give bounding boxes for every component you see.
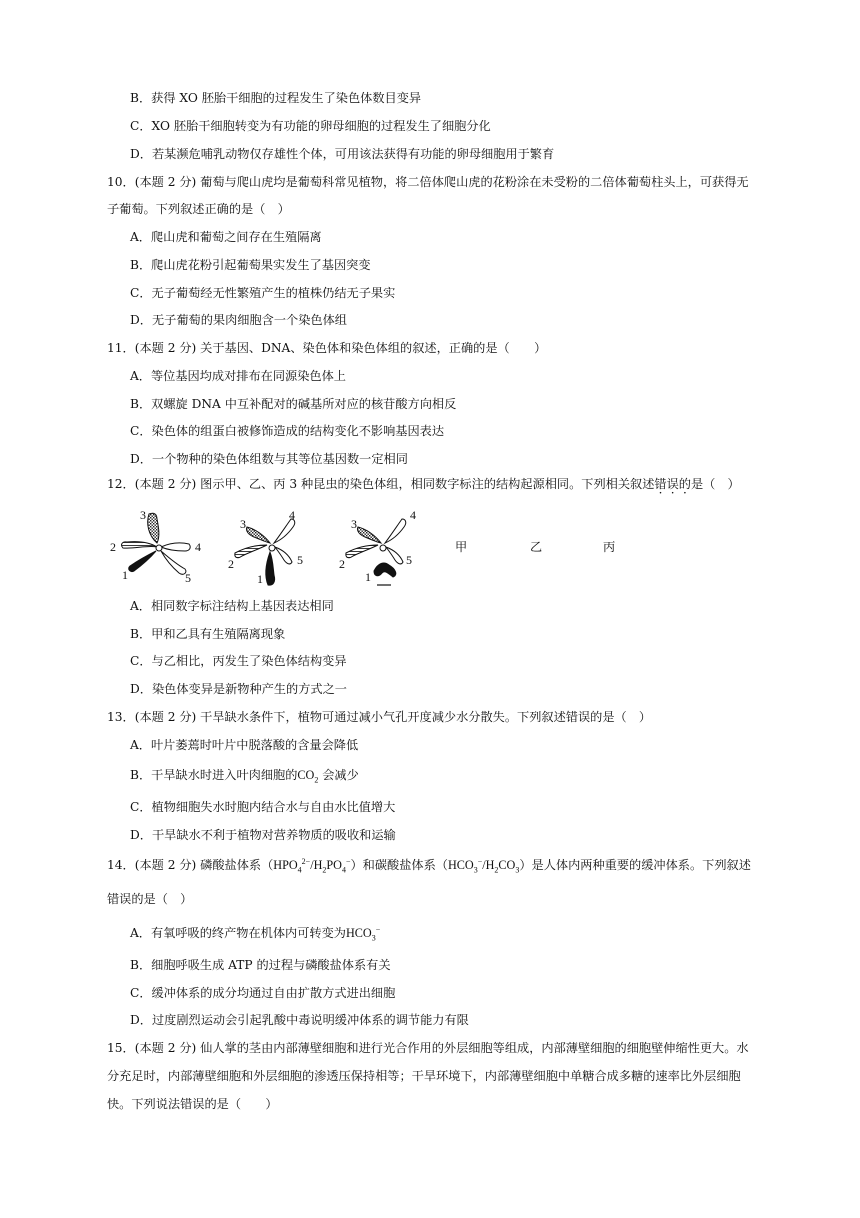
bing-num-4: 4 <box>410 508 416 522</box>
q14-option-a <box>130 925 380 941</box>
q13-stem: 13．(本题 2 分) 干旱缺水条件下，植物可通过减小气孔开度减少水分散失。下列叙述错误的是（ ） <box>107 710 652 724</box>
q9-option-b: B．获得 XO 胚胎干细胞的过程发生了染色体数目变异 <box>130 91 422 105</box>
figure-label-bing: 丙 <box>603 540 616 554</box>
q14-stem-line2: 错误的是（ ） <box>107 892 193 906</box>
q11-option-d: D．一个物种的染色体组数与其等位基因数一定相同 <box>130 452 408 466</box>
q11-option-a: A．等位基因均成对排布在同源染色体上 <box>130 369 346 383</box>
q15-stem-line1: 15．(本题 2 分) 仙人掌的茎由内部薄壁细胞和进行光合作用的外层细胞等组成，内部薄壁细胞的细胞壁伸缩性更大。水 <box>107 1041 749 1055</box>
q11-option-b: B．双螺旋 DNA 中互补配对的碱基所对应的核苷酸方向相反 <box>130 397 457 411</box>
q13-option-c: C．植物细胞失水时胞内结合水与自由水比值增大 <box>130 800 396 814</box>
jia-num-2: 2 <box>110 540 116 554</box>
q12-stem-emph-1: 错 <box>654 477 667 491</box>
q14-stem-line1 <box>107 857 751 873</box>
figure-label-yi: 乙 <box>530 540 543 554</box>
q12-option-a: A．相同数字标注结构上基因表达相同 <box>130 599 334 613</box>
yi-num-5: 5 <box>297 553 303 567</box>
q14-option-b: B．细胞呼吸生成 ATP 的过程与磷酸盐体系有关 <box>130 958 391 972</box>
bing-num-2: 2 <box>339 557 345 571</box>
q12-stem-emph-3: 的 <box>678 477 691 491</box>
q10-option-a: A．爬山虎和葡萄之间存在生殖隔离 <box>130 230 322 244</box>
jia-num-4: 4 <box>195 540 201 554</box>
q15-stem-line3: 快。下列说法错误的是（ ） <box>107 1097 278 1111</box>
bing-num-5: 5 <box>406 553 412 567</box>
q12-stem-emph-2: 误 <box>666 477 679 491</box>
q14-option-a-pre: A．有氧呼吸的终产物在机体内可转变为 <box>130 926 346 940</box>
bing-num-3: 3 <box>351 517 357 531</box>
bing-num-1: 1 <box>365 570 371 584</box>
q13-option-d: D．干旱缺水不利于植物对营养物质的吸收和运输 <box>130 828 396 842</box>
q12-stem-pre: 12．(本题 2 分) 图示甲、乙、丙 3 种昆虫的染色体组，相同数字标注的结构起源相同。下列相关叙述 <box>107 477 655 491</box>
yi-num-4: 4 <box>289 508 295 522</box>
q14-stem-pre: 14．(本题 2 分) 磷酸盐体系（ <box>107 858 274 872</box>
q12-option-c: C．与乙相比，丙发生了染色体结构变异 <box>130 654 347 668</box>
genome-jia <box>122 513 191 574</box>
yi-num-2: 2 <box>228 557 234 571</box>
bicarbonate-formula: $HCO_3^-$ <box>346 924 381 943</box>
q12-option-b: B．甲和乙具有生殖隔离现象 <box>130 627 286 641</box>
chromosome-figure <box>108 505 438 590</box>
q11-option-c: C．染色体的组蛋白被修饰造成的结构变化不影响基因表达 <box>130 424 445 438</box>
jia-num-5: 5 <box>185 571 191 585</box>
phosphate-formula: $HPO_4^{2-}/H_2PO_4^-$ <box>273 856 351 875</box>
q15-stem-line2: 分充足时，内部薄壁细胞和外层细胞的渗透压保持相等；干旱环境下，内部薄壁细胞中单糖合成多糖的速率比外层细胞 <box>107 1069 741 1083</box>
q14-stem-post: ）是人体内两种重要的缓冲体系。下列叙述 <box>519 858 751 872</box>
q10-stem-line1: 10．(本题 2 分) 葡萄与爬山虎均是葡萄科常见植物，将二倍体爬山虎的花粉涂在未受粉的二倍体葡萄柱头上，可获得无 <box>107 175 749 189</box>
q12-option-d: D．染色体变异是新物种产生的方式之一 <box>130 682 347 696</box>
q14-stem-mid: ）和碳酸盐体系（ <box>350 858 448 872</box>
jia-num-1: 1 <box>122 568 128 582</box>
q12-stem <box>107 476 740 492</box>
q13-option-a: A．叶片萎蔫时叶片中脱落酸的含量会降低 <box>130 738 359 752</box>
q9-option-c: C．XO 胚胎干细胞转变为有功能的卵母细胞的过程发生了细胞分化 <box>130 119 491 133</box>
q14-option-c: C．缓冲体系的成分均通过自由扩散方式进出细胞 <box>130 986 396 1000</box>
q13-option-b <box>130 767 359 783</box>
carbonate-formula: $HCO_3^-/H_2CO_3$ <box>447 856 520 875</box>
q11-stem: 11．(本题 2 分) 关于基因、DNA、染色体和染色体组的叙述，正确的是（ ） <box>107 341 547 355</box>
q14-option-d: D．过度剧烈运动会引起乳酸中毒说明缓冲体系的调节能力有限 <box>130 1013 469 1027</box>
yi-num-3: 3 <box>240 517 246 531</box>
co2-formula: $CO_2$ <box>297 768 319 785</box>
jia-num-3: 3 <box>140 508 146 522</box>
q10-option-c: C．无子葡萄经无性繁殖产生的植株仍结无子果实 <box>130 286 396 300</box>
q10-option-d: D．无子葡萄的果肉细胞含一个染色体组 <box>130 313 347 327</box>
yi-num-1: 1 <box>257 572 263 586</box>
q13-option-b-pre: B．干旱缺水时进入叶肉细胞的 <box>130 768 298 782</box>
q9-option-d: D．若某濒危哺乳动物仅存雄性个体，可用该法获得有功能的卵母细胞用于繁育 <box>130 147 555 161</box>
figure-label-jia: 甲 <box>455 540 468 554</box>
q10-option-b: B．爬山虎花粉引起葡萄果实发生了基因突变 <box>130 258 371 272</box>
q13-option-b-post: 会减少 <box>318 768 359 782</box>
q12-stem-post: 是（ ） <box>690 477 740 491</box>
q10-stem-line2: 子葡萄。下列叙述正确的是（ ） <box>107 202 290 216</box>
